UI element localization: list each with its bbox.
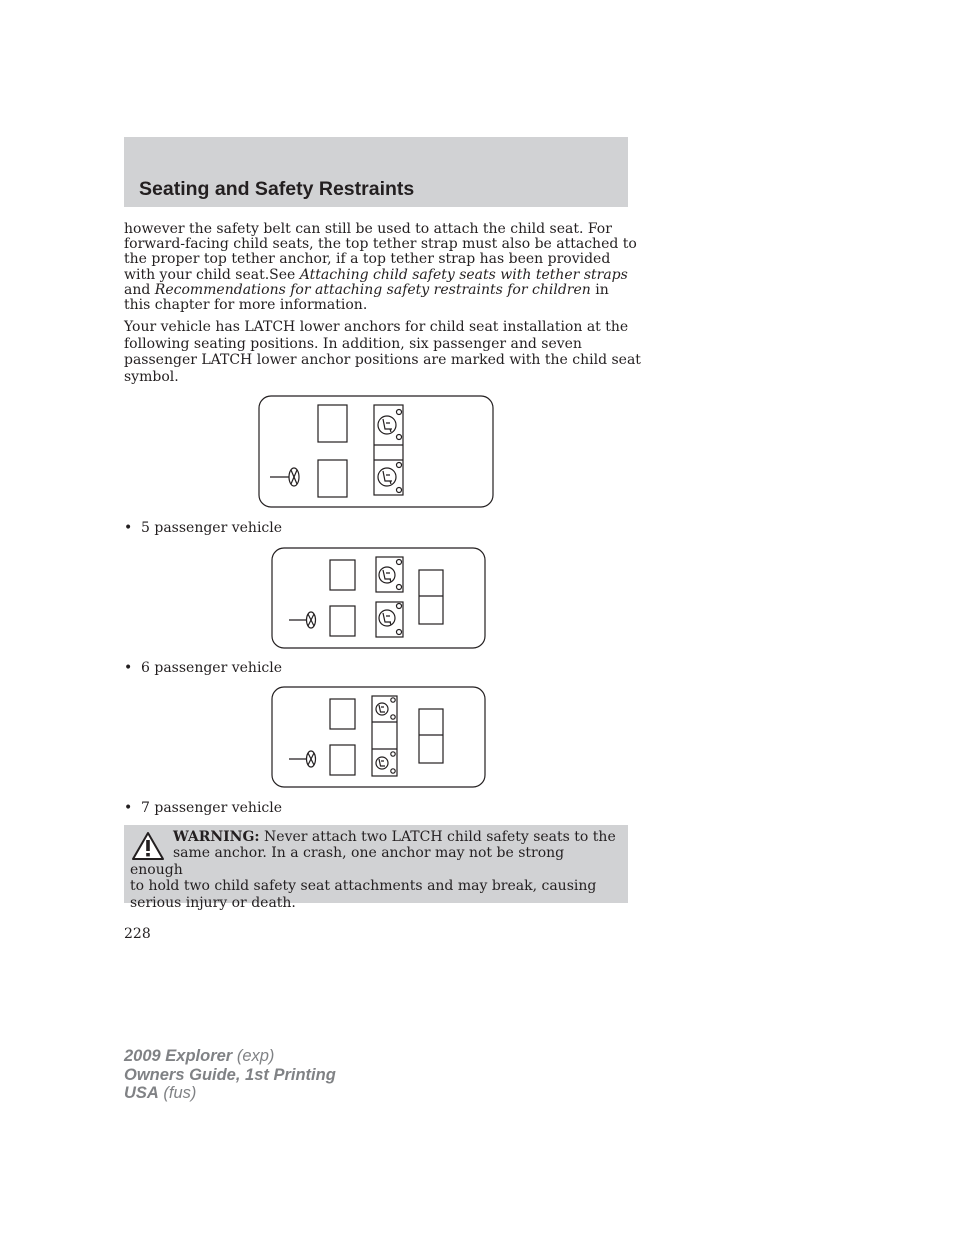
child-seat-symbol-icon [376,703,388,715]
footer-region: USA [124,1084,159,1102]
driver-seat [330,745,355,775]
latch-line-4: symbol. [124,368,179,385]
warning-text [130,829,620,911]
bullet-label: 5 passenger vehicle [141,520,283,536]
seating-diagram-7-passenger [270,686,488,789]
warning-label: WARNING: [173,829,260,845]
vehicle-outline [259,396,493,507]
second-row-seat-left [376,602,403,637]
bullet-glyph: • [124,660,133,676]
bullet-label: 6 passenger vehicle [141,660,283,676]
seating-diagram-5-passenger [257,395,497,509]
document-footer [124,1047,336,1103]
child-seat-symbol-icon [378,468,396,486]
vehicle-outline [272,687,485,787]
lower-anchor-icon [397,463,402,468]
intro-line-1: however the safety belt can still be used to attach the child seat. For [124,221,612,237]
warning-line-4: serious injury or death. [130,894,296,911]
front-passenger-seat [330,699,355,729]
lower-anchor-icon [397,604,402,609]
intro-paragraph [124,221,637,314]
lower-anchor-icon [391,752,395,756]
recommendations-reference: Recommendations for attaching safety restraints for children [154,281,591,298]
latch-line-1: Your vehicle has LATCH lower anchors for child seat installation at the [124,319,629,335]
intro-line-2: forward-facing child seats, the top tether strap must also be attached to [124,236,637,253]
third-row-bench [419,570,443,624]
lower-anchor-icon [391,769,395,773]
lower-anchor-icon [397,560,402,565]
warning-line-1: Never attach two LATCH child safety seats to the [259,829,616,845]
lower-anchor-icon [391,715,395,719]
seating-diagram-6-passenger [270,547,488,650]
vehicle-outline [272,548,485,648]
section-header-band [124,137,628,207]
third-row-bench [419,709,443,763]
front-passenger-seat [330,560,355,590]
lower-anchor-icon [397,585,402,590]
intro-line-5-suffix: in [590,281,609,298]
tether-straps-reference: Attaching child safety seats with tether straps [299,266,628,283]
latch-paragraph [124,319,641,385]
intro-line-3: the proper top tether anchor, if a top tether strap has been provided [124,251,611,268]
page-number: 228 [124,926,151,942]
driver-seat [318,460,347,497]
intro-line-4-prefix: with your child seat.See [124,266,300,283]
bullet-5-passenger [124,520,282,536]
child-seat-symbol-icon [379,567,395,583]
child-seat-symbol-icon [379,610,395,626]
front-passenger-seat [318,405,347,442]
footer-guide: Owners Guide, 1st Printing [124,1065,336,1084]
latch-line-3: passenger LATCH lower anchor positions are marked with the child seat [124,352,641,368]
intro-line-5-prefix: and [124,281,155,298]
lower-anchor-icon [391,698,395,702]
footer-model: 2009 Explorer [124,1047,233,1065]
footer-region-code: (fus) [158,1084,197,1102]
warning-box [124,825,628,911]
latch-line-2: following seating positions. In addition, six passenger and seven [124,335,582,352]
lower-anchor-icon [397,435,402,440]
driver-seat [330,606,355,636]
bullet-glyph: • [124,520,133,536]
lower-anchor-icon [397,630,402,635]
second-row-seat-right [376,557,403,592]
intro-line-6: this chapter for more information. [124,297,368,314]
bullet-6-passenger [124,660,282,676]
bullet-label: 7 passenger vehicle [141,800,283,816]
bullet-glyph: • [124,800,133,816]
child-seat-symbol-icon [378,416,396,434]
section-title: Seating and Safety Restraints [139,178,415,200]
footer-model-code: (exp) [232,1047,275,1065]
lower-anchor-icon [397,410,402,415]
child-seat-symbol-icon [376,757,388,769]
warning-line-2: same anchor. In a crash, one anchor may not be strong enough [130,845,565,878]
lower-anchor-icon [397,488,402,493]
bullet-7-passenger [124,800,282,816]
warning-line-3: to hold two child safety seat attachments and may break, causing [130,878,597,895]
